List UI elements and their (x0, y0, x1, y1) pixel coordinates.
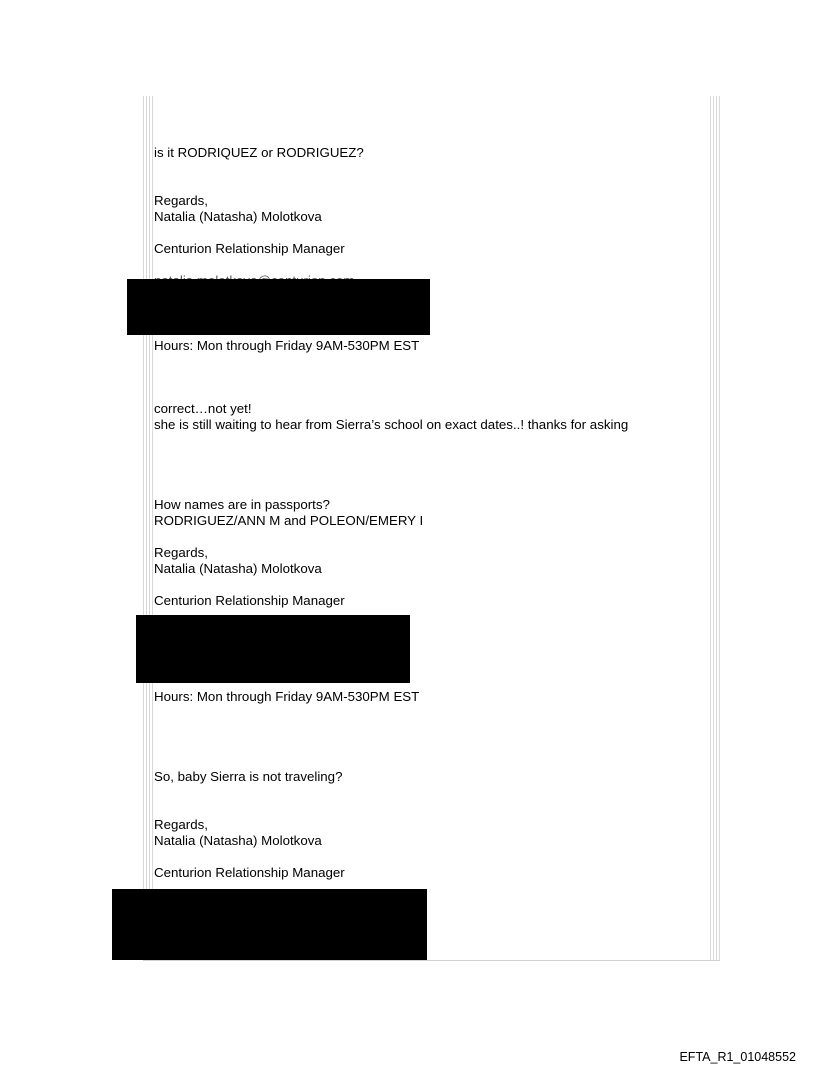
sender-title: Centurion Relationship Manager (154, 865, 345, 880)
sender-title: Centurion Relationship Manager (154, 241, 345, 256)
office-hours: Hours: Mon through Friday 9AM-530PM EST (154, 338, 420, 353)
redaction-block (112, 889, 427, 960)
document-id: EFTA_R1_01048552 (679, 1050, 796, 1064)
message-body-line: she is still waiting to hear from Sierra’s school on exact dates..! thanks for asking (154, 417, 629, 432)
message-body-line: How names are in passports? (154, 497, 330, 512)
sender-name: Natalia (Natasha) Molotkova (154, 209, 322, 224)
closing: Regards, (154, 817, 208, 832)
message-body-line: is it RODRIQUEZ or RODRIGUEZ? (154, 145, 364, 160)
sender-name: Natalia (Natasha) Molotkova (154, 833, 322, 848)
redaction-block (127, 279, 430, 335)
sender-name: Natalia (Natasha) Molotkova (154, 561, 322, 576)
frame-left-border (143, 96, 153, 961)
sender-title: Centurion Relationship Manager (154, 593, 345, 608)
frame-bottom-border (143, 960, 720, 961)
message-body-line: correct…not yet! (154, 401, 252, 416)
office-hours: Hours: Mon through Friday 9AM-530PM EST (154, 689, 420, 704)
message-body-line: RODRIGUEZ/ANN M and POLEON/EMERY I (154, 513, 424, 528)
redaction-block (136, 615, 410, 683)
frame-right-border (710, 96, 720, 961)
message-body-line: So, baby Sierra is not traveling? (154, 769, 343, 784)
closing: Regards, (154, 545, 208, 560)
closing: Regards, (154, 193, 208, 208)
